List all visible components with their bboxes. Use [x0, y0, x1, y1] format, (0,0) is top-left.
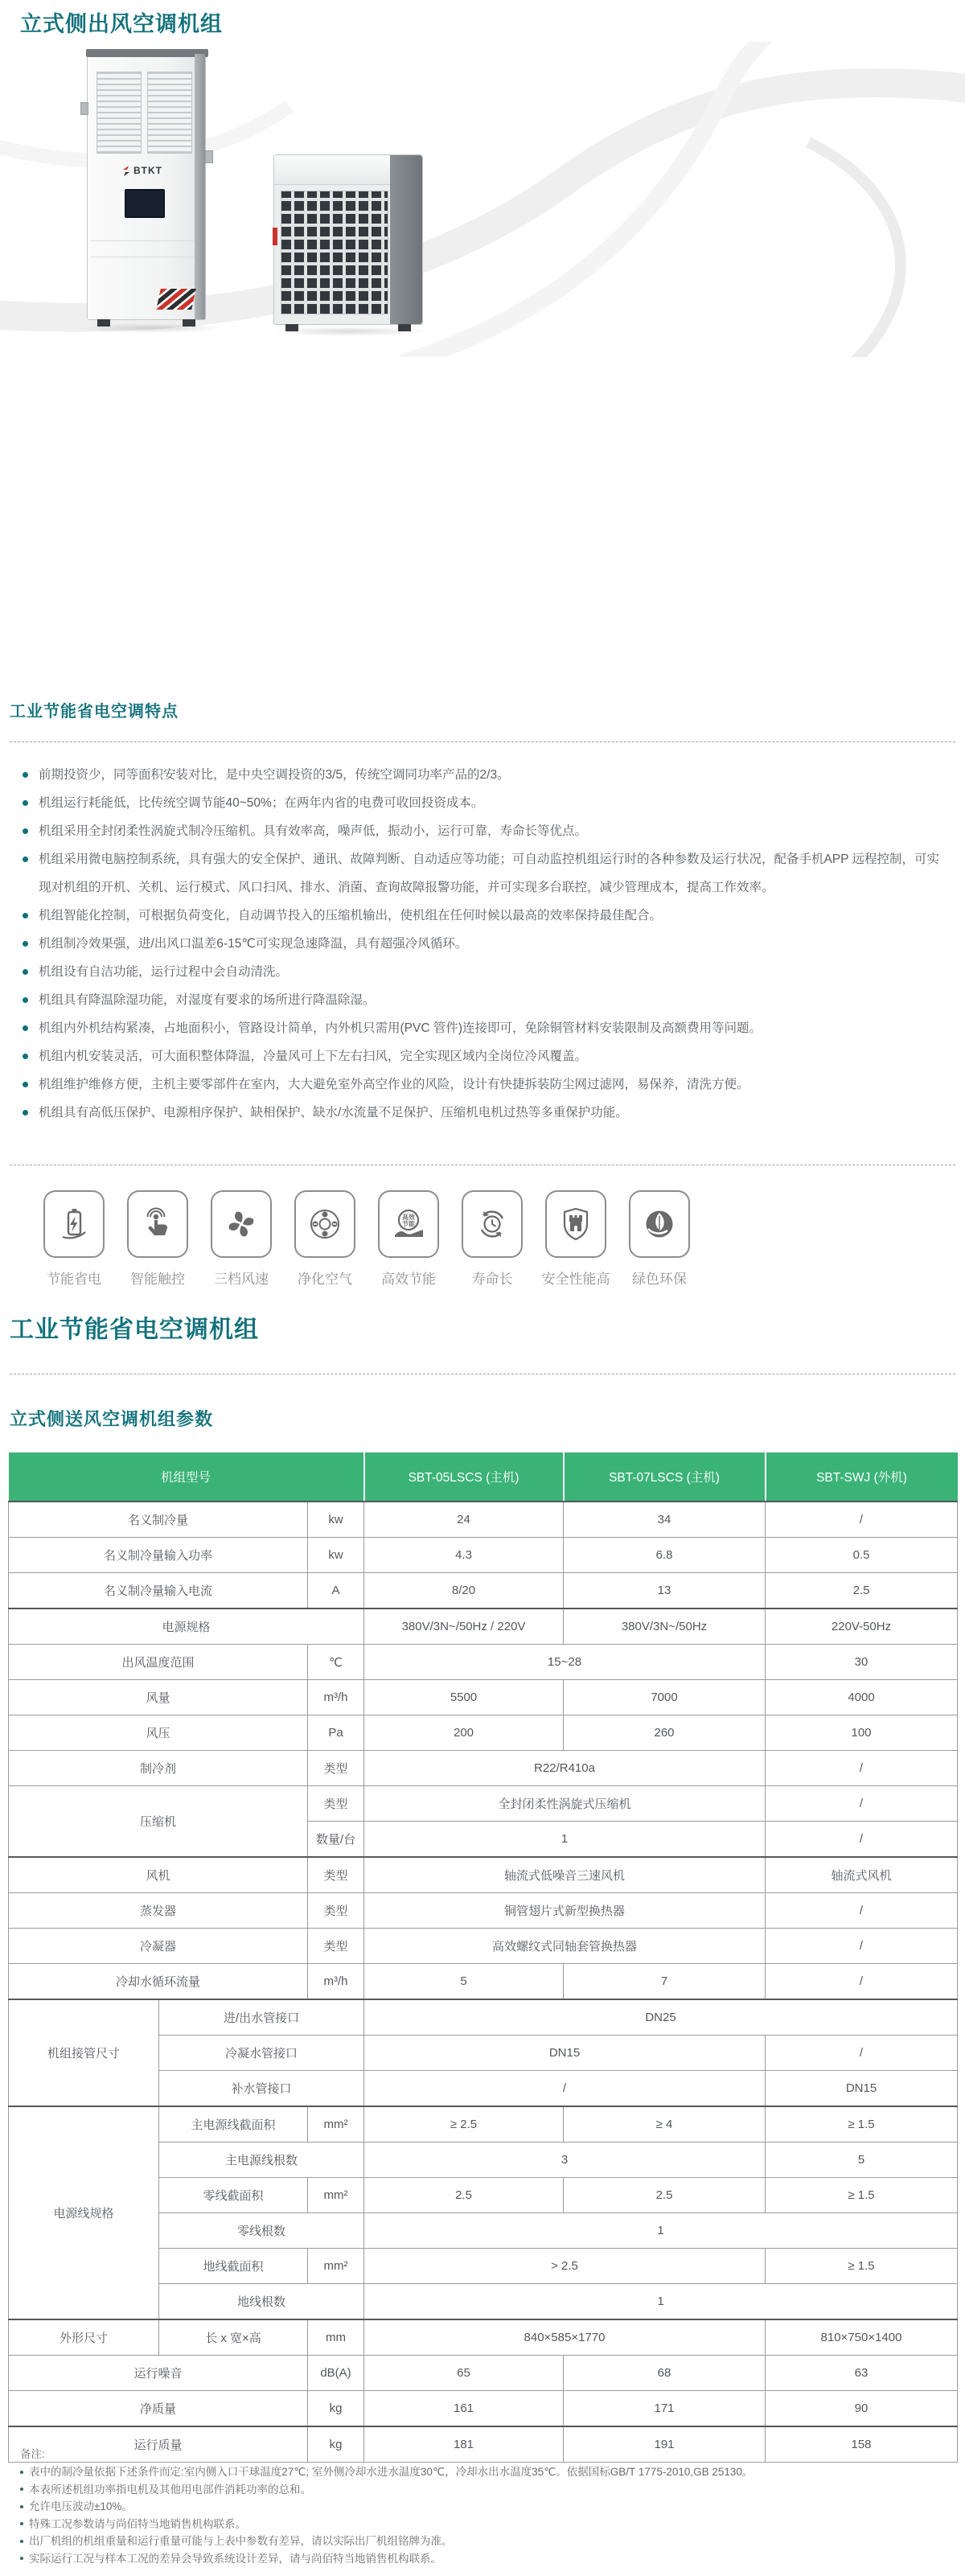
hero-image	[0, 42, 965, 357]
table-cell: 1	[364, 2284, 958, 2320]
side-fitting	[205, 150, 213, 163]
high-efficiency-icon	[378, 1190, 439, 1258]
unit-foot	[285, 324, 298, 331]
table-row	[9, 1715, 958, 1751]
table-cell: 34	[564, 1502, 766, 1538]
table-cell: mm²	[308, 2106, 364, 2143]
hazard-stripes-decal	[156, 289, 196, 310]
table-cell: ≥ 1.5	[766, 2106, 958, 2143]
table-cell: Pa	[308, 1715, 364, 1751]
table-cell: 主电源线根数	[159, 2143, 364, 2178]
table-cell: 15~28	[364, 1645, 766, 1680]
table-row	[9, 1857, 958, 1893]
table-cell: m³/h	[308, 1680, 364, 1715]
table-cell: 4000	[766, 1680, 958, 1715]
table-cell: 5500	[364, 1680, 564, 1715]
table-cell: /	[766, 2036, 958, 2071]
icon-label: 高效节能	[381, 1272, 436, 1287]
indoor-unit-top-cap	[86, 49, 208, 57]
table-row	[9, 1680, 958, 1715]
table-cell: 7	[564, 1964, 766, 2000]
table-cell: 4.3	[364, 1538, 564, 1573]
feature-item: 机组具有高低压保护、电源相序保护、缺相保护、缺水/水流量不足保护、压缩机电机过热等多重保护功能。	[21, 1099, 947, 1127]
feature-item: 机组智能化控制，可根据负荷变化，自动调节投入的压缩机输出，使机组在任何时候以最高的效率保持最佳配合。	[21, 902, 947, 930]
table-cell: 数量/台	[308, 1822, 364, 1858]
table-cell: 轴流式低噪音三速风机	[364, 1857, 766, 1893]
table-cell: R22/R410a	[364, 1751, 766, 1786]
table-row	[9, 1608, 958, 1645]
table-cell: 810×750×1400	[766, 2319, 958, 2356]
table-cell: 161	[364, 2391, 564, 2427]
table-cell: 长 x 宽×高	[159, 2319, 308, 2356]
table-cell: 191	[564, 2426, 766, 2463]
table-row	[9, 1999, 958, 2036]
table-row	[9, 1786, 958, 1822]
table-cell: ≥ 1.5	[766, 2178, 958, 2213]
fan-speed-icon	[211, 1190, 272, 1258]
table-header-cell: SBT-07LSCS (主机)	[564, 1452, 766, 1502]
table-cell: DN15	[766, 2071, 958, 2107]
table-cell: 7000	[564, 1680, 766, 1715]
table-cell: 名义制冷量	[9, 1502, 308, 1538]
indoor-unit-display-screen	[125, 189, 165, 218]
table-cell: 名义制冷量输入功率	[9, 1538, 308, 1573]
icon-label: 寿命长	[471, 1272, 513, 1287]
table-cell: 类型	[308, 1893, 364, 1929]
table-row	[9, 2106, 958, 2143]
table-cell: 电源规格	[9, 1608, 364, 1645]
indoor-unit-side-panel	[195, 54, 205, 319]
feature-item: 机组具有降温除湿功能，对湿度有要求的场所进行降温除湿。	[21, 986, 947, 1014]
table-cell: 5	[364, 1964, 564, 2000]
spec-table-body	[9, 1502, 958, 2463]
table-row	[9, 1502, 958, 1538]
table-cell: 类型	[308, 1929, 364, 1964]
table-row	[9, 1893, 958, 1929]
feature-item: 机组制冷效果强，进/出风口温差6-15℃可实现急速降温，具有超强冷风循环。	[21, 930, 947, 958]
table-cell: ≥ 2.5	[364, 2106, 564, 2143]
icon-label: 智能触控	[130, 1272, 185, 1287]
icon-item	[294, 1190, 355, 1288]
table-cell: m³/h	[308, 1964, 364, 2000]
table-row	[9, 2319, 958, 2356]
outdoor-unit-grille	[281, 191, 388, 314]
feature-item: 机组运行耗能低，比传统空调节能40~50%；在两年内省的电费可收回投资成本。	[21, 789, 947, 817]
feature-item: 机组采用全封闭柔性涡旋式制冷压缩机。具有效率高，噪声低，振动小，运行可靠，寿命长等优点。	[21, 817, 947, 845]
table-cell: 制冷剂	[9, 1751, 308, 1786]
icon-label: 净化空气	[298, 1272, 352, 1287]
table-row	[9, 1538, 958, 1573]
icon-row	[43, 1190, 690, 1288]
table-cell: 风量	[9, 1680, 308, 1715]
table-cell: 100	[766, 1715, 958, 1751]
energy-saving-icon	[43, 1190, 105, 1258]
icon-label: 三档风速	[214, 1272, 269, 1287]
table-cell: 机组接管尺寸	[9, 1999, 159, 2106]
feature-item: 机组内外机结构紧凑，占地面积小，管路设计简单，内外机只需用(PVC 管件)连接即可，免除铜管材料安装限制及高额费用等问题。	[21, 1014, 947, 1042]
table-cell: 220V-50Hz	[766, 1608, 958, 1645]
table-cell: 200	[364, 1715, 564, 1751]
brand-logo	[88, 165, 196, 176]
table-cell: /	[766, 1929, 958, 1964]
icon-item	[127, 1190, 188, 1288]
table-cell: /	[766, 1502, 958, 1538]
indoor-unit-image	[87, 53, 206, 320]
table-cell: 地线截面积	[159, 2249, 308, 2284]
table-cell: 2.5	[766, 1573, 958, 1609]
table-cell: 158	[766, 2426, 958, 2463]
table-cell: 名义制冷量输入电流	[9, 1573, 308, 1609]
brand-text: BTKT	[133, 165, 162, 176]
table-cell: A	[308, 1573, 364, 1609]
icon-item	[378, 1190, 439, 1288]
table-cell: 380V/3N~/50Hz / 220V	[364, 1608, 564, 1645]
unit-foot	[97, 319, 110, 327]
safety-shield-icon	[545, 1190, 606, 1258]
table-cell: 6.8	[564, 1538, 766, 1573]
table-cell: kw	[308, 1502, 364, 1538]
table-cell: 冷却水循环流量	[9, 1964, 308, 2000]
table-cell: 65	[364, 2356, 564, 2391]
table-cell: 运行质量	[9, 2426, 308, 2463]
table-cell: /	[364, 2071, 766, 2107]
table-cell: dB(A)	[308, 2356, 364, 2391]
table-cell: 高效螺纹式同轴套管换热器	[364, 1929, 766, 1964]
feature-item: 机组设有自洁功能，运行过程中会自动清洗。	[21, 958, 947, 986]
table-cell: 8/20	[364, 1573, 564, 1609]
table-cell: 171	[564, 2391, 766, 2427]
table-cell: DN15	[364, 2036, 766, 2071]
feature-item: 机组内机安装灵活，可大面积整体降温，冷量风可上下左右扫风，完全实现区域内全岗位冷风覆盖。	[21, 1042, 947, 1070]
table-cell: 零线截面积	[159, 2178, 308, 2213]
table-cell: 主电源线截面积	[159, 2106, 308, 2143]
table-cell: 0.5	[766, 1538, 958, 1573]
table-cell: 外形尺寸	[9, 2319, 159, 2356]
table-cell: 冷凝水管接口	[159, 2036, 364, 2071]
table-cell: /	[766, 1964, 958, 2000]
note-item: 本表所述机组功率指电机及其他用电部件消耗功率的总和。	[20, 2481, 953, 2499]
table-header-row	[9, 1452, 958, 1502]
table-cell: mm	[308, 2319, 364, 2356]
icon-item	[629, 1190, 690, 1288]
table-cell: 风机	[9, 1857, 308, 1893]
notes-list	[20, 2463, 953, 2567]
table-cell: 电源线规格	[9, 2106, 159, 2319]
table-cell: 63	[766, 2356, 958, 2391]
table-row	[9, 1645, 958, 1680]
unit-foot	[398, 324, 411, 331]
table-cell: 30	[766, 1645, 958, 1680]
table-cell: 13	[564, 1573, 766, 1609]
brand-logo-icon	[121, 166, 131, 176]
outdoor-unit-image	[273, 154, 423, 325]
section-title: 工业节能省电空调机组	[10, 1317, 259, 1343]
notes-title: 备注:	[20, 2448, 45, 2460]
spec-table-head	[9, 1452, 958, 1502]
table-cell: 3	[364, 2143, 766, 2178]
table-cell: 5	[766, 2143, 958, 2178]
note-item: 表中的制冷量依据下述条件而定:室内侧入口干球温度27℃; 室外侧冷却水进水温度30℃，冷却水出水温度35℃。依据国标GB/T 1775-2010,GB 25130。	[20, 2463, 953, 2481]
table-cell: > 2.5	[364, 2249, 766, 2284]
table-row	[9, 1573, 958, 1609]
eco-leaf-icon	[629, 1190, 690, 1258]
indoor-unit-vent-right	[147, 72, 192, 154]
table-cell: 类型	[308, 1857, 364, 1893]
table-header-cell: 机组型号	[9, 1452, 364, 1502]
table-cell: 类型	[308, 1751, 364, 1786]
table-cell: mm²	[308, 2178, 364, 2213]
feature-item: 机组采用微电脑控制系统，具有强大的安全保护、通讯、故障判断、自动适应等功能；可自动监控机组运行时的各种参数及运行状况，配备手机APP 远程控制，可实现对机组的开机、关机、运行模式、风口扫风、排水、消菌、查询故障报警功能，并可实现多台联控，减少管理成本，提高工作效率。	[21, 845, 947, 902]
table-cell: 2.5	[364, 2178, 564, 2213]
note-item: 出厂机组的机组重量和运行重量可能与上表中参数有差异，请以实际出厂机组铭牌为准。	[20, 2533, 953, 2550]
table-cell: 68	[564, 2356, 766, 2391]
table-cell: ≥ 1.5	[766, 2249, 958, 2284]
table-cell: 1	[364, 1822, 766, 1858]
table-cell: 零线根数	[159, 2213, 364, 2249]
page-title: 立式侧出风空调机组	[20, 12, 223, 36]
table-row	[9, 1964, 958, 2000]
table-cell: 181	[364, 2426, 564, 2463]
red-label-sticker	[273, 228, 277, 245]
table-cell: 840×585×1770	[364, 2319, 766, 2356]
icon-label: 安全性能高	[541, 1272, 610, 1287]
table-cell: kg	[308, 2426, 364, 2463]
table-cell: 铜管翅片式新型换热器	[364, 1893, 766, 1929]
table-cell: ≥ 4	[564, 2106, 766, 2143]
table-cell: kg	[308, 2391, 364, 2427]
spec-table	[8, 1452, 958, 2463]
icon-item	[462, 1190, 523, 1288]
table-cell: /	[766, 1893, 958, 1929]
table-header-cell: SBT-SWJ (外机)	[766, 1452, 958, 1502]
outdoor-unit-side-panel	[390, 155, 422, 324]
table-cell: 地线根数	[159, 2284, 364, 2320]
table-cell: ℃	[308, 1645, 364, 1680]
table-cell: mm²	[308, 2249, 364, 2284]
table-cell: 补水管接口	[159, 2071, 364, 2107]
table-cell: 全封闭柔性涡旋式压缩机	[364, 1786, 766, 1822]
table-row	[9, 2391, 958, 2427]
icon-label: 绿色环保	[632, 1272, 687, 1287]
table-cell: 轴流式风机	[766, 1857, 958, 1893]
table-row	[9, 1929, 958, 1964]
table-cell: 1	[364, 2213, 958, 2249]
table-cell: 类型	[308, 1786, 364, 1822]
table-cell: 260	[564, 1715, 766, 1751]
panel-seam	[91, 240, 194, 241]
indoor-unit-vent-left	[96, 72, 142, 154]
svg-text:节能: 节能	[402, 1220, 415, 1228]
table-cell: /	[766, 1751, 958, 1786]
table-cell: 运行噪音	[9, 2356, 308, 2391]
spec-subtitle: 立式侧送风空调机组参数	[10, 1409, 214, 1429]
long-life-icon	[462, 1190, 523, 1258]
features-heading: 工业节能省电空调特点	[10, 703, 179, 721]
table-cell: DN25	[364, 1999, 958, 2036]
icon-item	[211, 1190, 272, 1288]
table-cell: kw	[308, 1538, 364, 1573]
unit-foot	[183, 319, 195, 327]
table-cell: 进/出水管接口	[159, 1999, 364, 2036]
icon-label: 节能省电	[47, 1272, 101, 1287]
svg-text:高效: 高效	[402, 1214, 415, 1221]
notes	[20, 2445, 953, 2567]
table-cell: 蒸发器	[9, 1893, 308, 1929]
icon-item	[43, 1190, 105, 1288]
table-cell: 2.5	[564, 2178, 766, 2213]
note-item: 允许电压波动±10%。	[20, 2498, 953, 2516]
smart-touch-icon	[127, 1190, 188, 1258]
feature-item: 机组维护维修方便，主机主要零部件在室内，大大避免室外高空作业的风险，设计有快捷拆装防尘网过滤网，易保养，清洗方便。	[21, 1070, 947, 1099]
table-cell: 压缩机	[9, 1786, 308, 1858]
side-fitting	[80, 102, 88, 115]
table-cell: 90	[766, 2391, 958, 2427]
table-header-cell: SBT-05LSCS (主机)	[364, 1452, 564, 1502]
purify-air-icon	[294, 1190, 355, 1258]
note-item: 实际运行工况与样本工况的差异会导致系统设计差异，请与尚佰特当地销售机构联系。	[20, 2550, 953, 2568]
table-row	[9, 2356, 958, 2391]
table-cell: /	[766, 1822, 958, 1858]
table-cell: 风压	[9, 1715, 308, 1751]
table-cell: 出风温度范围	[9, 1645, 308, 1680]
icon-item	[541, 1190, 610, 1288]
table-cell: 380V/3N~/50Hz	[564, 1608, 766, 1645]
table-cell: 冷凝器	[9, 1929, 308, 1964]
table-cell: /	[766, 1786, 958, 1822]
table-row	[9, 1751, 958, 1786]
table-cell: 净质量	[9, 2391, 308, 2427]
feature-list	[21, 761, 947, 1127]
table-cell: 24	[364, 1502, 564, 1538]
note-item: 特殊工况参数请与尚佰特当地销售机构联系。	[20, 2516, 953, 2533]
feature-item: 前期投资少，同等面积安装对比，是中央空调投资的3/5，传统空调同功率产品的2/3。	[21, 761, 947, 789]
